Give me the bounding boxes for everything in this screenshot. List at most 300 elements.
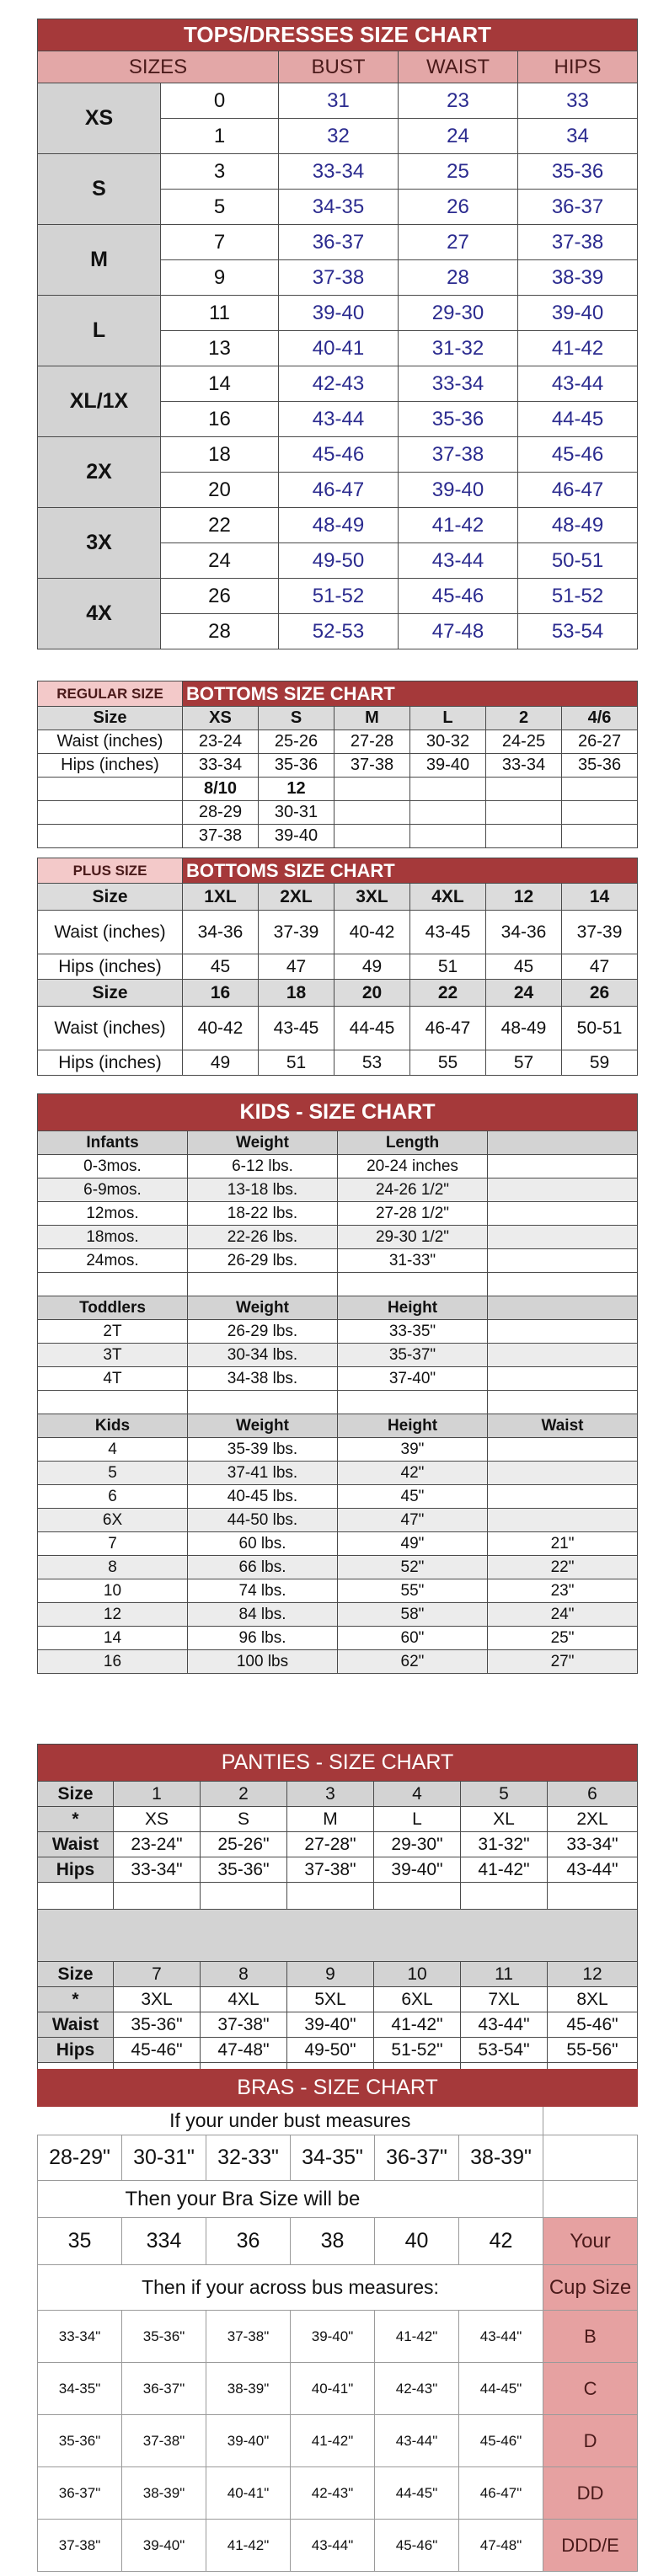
underbust-value: 30-31" <box>122 2135 206 2181</box>
kids-value <box>488 1509 638 1532</box>
row-label: Size <box>38 1962 114 1987</box>
measurement-value: 49-50 <box>279 543 399 579</box>
bottoms-value: 34-36 <box>486 911 562 954</box>
kids-blank-row <box>38 1391 638 1414</box>
bottoms-value <box>486 778 562 801</box>
kids-value: 5 <box>38 1462 188 1485</box>
kids-value: 23" <box>488 1579 638 1603</box>
kids-value <box>488 1438 638 1462</box>
bottoms-value: 12 <box>259 778 334 801</box>
bottoms-value: 47 <box>562 954 638 980</box>
measurement-value: 48-49 <box>279 508 399 543</box>
across-value: 41-42" <box>291 2415 375 2467</box>
tops-header-waist: WAIST <box>399 51 518 83</box>
cup-row <box>38 2311 638 2363</box>
kids-row <box>38 1532 638 1556</box>
blank-cell <box>543 2107 638 2135</box>
kids-row <box>38 1603 638 1627</box>
size-number: 20 <box>161 473 279 508</box>
size-number: 14 <box>161 366 279 402</box>
panties-value: 31-32" <box>461 1832 548 1857</box>
bras-rows <box>38 2107 638 2572</box>
kids-value: 29-30 1/2" <box>338 1226 488 1249</box>
across-value: 36-37" <box>122 2363 206 2415</box>
kids-value: 60 lbs. <box>188 1532 338 1556</box>
measurement-value: 36-37 <box>518 190 638 225</box>
panties-value: 11 <box>461 1962 548 1987</box>
kids-row <box>38 1202 638 1226</box>
measurement-value: 43-44 <box>399 543 518 579</box>
bottoms-value: 37-38 <box>334 754 410 778</box>
measurement-value: 51-52 <box>279 579 399 614</box>
measurement-value: 31-32 <box>399 331 518 366</box>
bottoms-value: 50-51 <box>562 1007 638 1050</box>
bra-size-value: 40 <box>375 2218 459 2265</box>
size-group-label: XL/1X <box>38 366 161 437</box>
bottoms-value: S <box>259 707 334 730</box>
bottoms-row <box>38 801 638 825</box>
measurement-value: 51-52 <box>518 579 638 614</box>
bottoms-row <box>38 911 638 954</box>
blank-cell <box>461 1883 548 1910</box>
kids-header-cell: Height <box>338 1414 488 1438</box>
across-value: 43-44" <box>291 2520 375 2572</box>
row-label: Size <box>38 1782 114 1807</box>
panties-value: 27-28" <box>287 1832 374 1857</box>
panties-value: 5XL <box>287 1987 374 2012</box>
bra-size-value: 334 <box>122 2218 206 2265</box>
size-number: 0 <box>161 83 279 119</box>
then-label-row <box>38 2181 638 2218</box>
tops-size-chart <box>37 19 638 649</box>
panties-value: 10 <box>374 1962 461 1987</box>
kids-row <box>38 1155 638 1178</box>
panties-value: XS <box>114 1807 201 1832</box>
cup-size: DDD/E <box>543 2520 638 2572</box>
row-label: Hips <box>38 2038 114 2063</box>
across-label-row <box>38 2265 638 2311</box>
blank-cell <box>38 1391 188 1414</box>
across-value: 36-37" <box>38 2467 122 2520</box>
bottoms-value: 46-47 <box>410 1007 486 1050</box>
kids-value: 24mos. <box>38 1249 188 1273</box>
across-value: 42-43" <box>291 2467 375 2520</box>
across-value: 44-45" <box>375 2467 459 2520</box>
kids-row <box>38 1178 638 1202</box>
measurement-value: 39-40 <box>399 473 518 508</box>
row-label: Size <box>38 980 183 1007</box>
size-number: 5 <box>161 190 279 225</box>
panties-row <box>38 1782 638 1807</box>
bottoms-value: 12 <box>486 884 562 911</box>
size-number: 7 <box>161 225 279 260</box>
bottoms-value: 40-42 <box>334 911 410 954</box>
blank-cell <box>488 1273 638 1296</box>
bottoms-value: 45 <box>183 954 259 980</box>
kids-value: 4T <box>38 1367 188 1391</box>
kids-value: 20-24 inches <box>338 1155 488 1178</box>
bottoms-value: 4XL <box>410 884 486 911</box>
bottoms-value: 4/6 <box>562 707 638 730</box>
kids-value: 27-28 1/2" <box>338 1202 488 1226</box>
size-number: 16 <box>161 402 279 437</box>
panties-value: 7 <box>114 1962 201 1987</box>
panties-value: 39-40" <box>374 1857 461 1883</box>
kids-section-header <box>38 1131 638 1155</box>
size-group-label: XS <box>38 83 161 154</box>
cup-size: C <box>543 2363 638 2415</box>
underbust-value: 28-29" <box>38 2135 122 2181</box>
kids-value: 26-29 lbs. <box>188 1320 338 1344</box>
row-label <box>38 778 183 801</box>
kids-value: 96 lbs. <box>188 1627 338 1650</box>
panties-row <box>38 1807 638 1832</box>
measurement-value: 33-34 <box>399 366 518 402</box>
kids-row <box>38 1462 638 1485</box>
panties-value: 33-34" <box>114 1857 201 1883</box>
kids-row <box>38 1344 638 1367</box>
row-label: * <box>38 1807 114 1832</box>
bottoms-row <box>38 1050 638 1076</box>
measurement-value: 48-49 <box>518 508 638 543</box>
bottoms-value: 48-49 <box>486 1007 562 1050</box>
bottoms-value: 24-25 <box>486 730 562 754</box>
panties-value: S <box>201 1807 287 1832</box>
kids-value: 12 <box>38 1603 188 1627</box>
panties-value: M <box>287 1807 374 1832</box>
tops-row <box>38 579 638 614</box>
bottoms-value <box>410 825 486 848</box>
kids-value <box>488 1485 638 1509</box>
bottoms-value: L <box>410 707 486 730</box>
kids-row <box>38 1556 638 1579</box>
bottoms-value: M <box>334 707 410 730</box>
panties-value: XL <box>461 1807 548 1832</box>
panties-value: 4 <box>374 1782 461 1807</box>
measurement-value: 43-44 <box>518 366 638 402</box>
kids-value: 21" <box>488 1532 638 1556</box>
panties-row <box>38 1857 638 1883</box>
size-number: 13 <box>161 331 279 366</box>
kids-value <box>488 1155 638 1178</box>
panties-value: 33-34" <box>548 1832 638 1857</box>
cup-size: DD <box>543 2467 638 2520</box>
across-value: 41-42" <box>375 2311 459 2363</box>
across-value: 34-35" <box>38 2363 122 2415</box>
measurement-value: 42-43 <box>279 366 399 402</box>
row-label: Waist <box>38 1832 114 1857</box>
bottoms-value <box>410 801 486 825</box>
across-value: 44-45" <box>459 2363 543 2415</box>
kids-section-header <box>38 1414 638 1438</box>
measurement-value: 46-47 <box>518 473 638 508</box>
bottoms-value: 27-28 <box>334 730 410 754</box>
bottoms-value: 57 <box>486 1050 562 1076</box>
kids-row <box>38 1579 638 1603</box>
size-number: 9 <box>161 260 279 296</box>
across-value: 39-40" <box>122 2520 206 2572</box>
bottoms-value: 35-36 <box>562 754 638 778</box>
measurement-value: 41-42 <box>518 331 638 366</box>
bottoms-title-plus: BOTTOMS SIZE CHART <box>183 858 638 884</box>
bottoms-value <box>562 825 638 848</box>
bottoms-value: 43-45 <box>259 1007 334 1050</box>
row-label <box>38 801 183 825</box>
tops-rows <box>38 83 638 649</box>
kids-header-cell <box>488 1131 638 1155</box>
row-label: Size <box>38 707 183 730</box>
kids-value: 42" <box>338 1462 488 1485</box>
bottoms-value: 3XL <box>334 884 410 911</box>
kids-value: 4 <box>38 1438 188 1462</box>
bottoms-value: 40-42 <box>183 1007 259 1050</box>
row-label: Size <box>38 884 183 911</box>
panties-value: 2XL <box>548 1807 638 1832</box>
across-value: 39-40" <box>206 2415 291 2467</box>
cup-row <box>38 2467 638 2520</box>
kids-value: 26-29 lbs. <box>188 1249 338 1273</box>
panties-value: 55-56" <box>548 2038 638 2063</box>
bottoms-value <box>486 801 562 825</box>
bottoms-value: 37-39 <box>259 911 334 954</box>
measurement-value: 31 <box>279 83 399 119</box>
across-value: 40-41" <box>206 2467 291 2520</box>
size-group-label: 4X <box>38 579 161 649</box>
measurement-value: 35-36 <box>518 154 638 190</box>
kids-row <box>38 1485 638 1509</box>
kids-value: 34-38 lbs. <box>188 1367 338 1391</box>
across-value: 45-46" <box>375 2520 459 2572</box>
kids-value: 58" <box>338 1603 488 1627</box>
blank-cell <box>338 1391 488 1414</box>
bottoms-row <box>38 1007 638 1050</box>
panties-row <box>38 1832 638 1857</box>
panties-value: 6 <box>548 1782 638 1807</box>
cup-row <box>38 2520 638 2572</box>
tops-row <box>38 83 638 119</box>
size-number: 24 <box>161 543 279 579</box>
bottoms-row <box>38 954 638 980</box>
size-number: 11 <box>161 296 279 331</box>
measurement-value: 45-46 <box>518 437 638 473</box>
bottoms-value: 2 <box>486 707 562 730</box>
bottoms-value: 53 <box>334 1050 410 1076</box>
measurement-value: 37-38 <box>279 260 399 296</box>
panties-value: 47-48" <box>201 2038 287 2063</box>
bra-size-value: 35 <box>38 2218 122 2265</box>
across-value: 37-38" <box>206 2311 291 2363</box>
blank-cell <box>374 1883 461 1910</box>
measurement-value: 37-38 <box>399 437 518 473</box>
panties-value: 43-44" <box>461 2012 548 2038</box>
blank-cell <box>201 1883 287 1910</box>
panties-value: 43-44" <box>548 1857 638 1883</box>
underbust-value: 32-33" <box>206 2135 291 2181</box>
measurement-value: 26 <box>399 190 518 225</box>
measurement-value: 50-51 <box>518 543 638 579</box>
kids-value: 37-40" <box>338 1367 488 1391</box>
bottoms-value: 51 <box>410 954 486 980</box>
across-value: 39-40" <box>291 2311 375 2363</box>
bottoms-value: 24 <box>486 980 562 1007</box>
underbust-label: If your under bust measures <box>169 2109 411 2131</box>
bottoms-value: 35-36 <box>259 754 334 778</box>
size-group-label: S <box>38 154 161 225</box>
gap-cell <box>38 1910 638 1962</box>
bottoms-value: 37-38 <box>183 825 259 848</box>
blank-cell <box>38 2181 122 2218</box>
panties-value: 7XL <box>461 1987 548 2012</box>
across-value: 35-36" <box>38 2415 122 2467</box>
bottoms-value: 30-31 <box>259 801 334 825</box>
kids-value: 47" <box>338 1509 488 1532</box>
kids-header-cell: Waist <box>488 1414 638 1438</box>
panties-value: 35-36" <box>114 2012 201 2038</box>
kids-value: 31-33" <box>338 1249 488 1273</box>
across-value: 47-48" <box>459 2520 543 2572</box>
measurement-value: 41-42 <box>399 508 518 543</box>
bottoms-row <box>38 825 638 848</box>
kids-value: 84 lbs. <box>188 1603 338 1627</box>
blank-cell <box>188 1391 338 1414</box>
measurement-value: 36-37 <box>279 225 399 260</box>
measurement-value: 23 <box>399 83 518 119</box>
bras-title: BRAS - SIZE CHART <box>38 2070 638 2107</box>
bottoms-value <box>562 801 638 825</box>
kids-value: 74 lbs. <box>188 1579 338 1603</box>
kids-section-header <box>38 1296 638 1320</box>
kids-header-cell: Weight <box>188 1296 338 1320</box>
blank-cell <box>114 1883 201 1910</box>
kids-value: 49" <box>338 1532 488 1556</box>
measurement-value: 34 <box>518 119 638 154</box>
kids-value: 35-37" <box>338 1344 488 1367</box>
kids-value: 25" <box>488 1627 638 1650</box>
bottoms-value: 37-39 <box>562 911 638 954</box>
size-number: 3 <box>161 154 279 190</box>
across-value: 38-39" <box>122 2467 206 2520</box>
panties-size-chart <box>37 1744 638 2090</box>
kids-value: 52" <box>338 1556 488 1579</box>
kids-value <box>488 1344 638 1367</box>
kids-value: 30-34 lbs. <box>188 1344 338 1367</box>
kids-value: 0-3mos. <box>38 1155 188 1178</box>
size-number: 18 <box>161 437 279 473</box>
tops-row <box>38 508 638 543</box>
panties-spacer <box>38 1883 638 1910</box>
kids-value: 35-39 lbs. <box>188 1438 338 1462</box>
kids-value: 6-9mos. <box>38 1178 188 1202</box>
row-label: Hips <box>38 1857 114 1883</box>
plus-size-tag: PLUS SIZE <box>38 858 183 884</box>
bottoms-value: 22 <box>410 980 486 1007</box>
size-number: 1 <box>161 119 279 154</box>
panties-value: 8XL <box>548 1987 638 2012</box>
cup-size-label: Cup Size <box>543 2265 638 2311</box>
panties-row <box>38 1987 638 2012</box>
kids-header-cell: Kids <box>38 1414 188 1438</box>
bottoms-regular-chart <box>37 681 638 848</box>
kids-value: 18mos. <box>38 1226 188 1249</box>
tops-row <box>38 296 638 331</box>
bottoms-value: 39-40 <box>259 825 334 848</box>
bra-size-value: 38 <box>291 2218 375 2265</box>
bottoms-value: 26-27 <box>562 730 638 754</box>
kids-value: 39" <box>338 1438 488 1462</box>
across-value: 38-39" <box>206 2363 291 2415</box>
kids-value <box>488 1367 638 1391</box>
kids-value: 18-22 lbs. <box>188 1202 338 1226</box>
row-label: Waist <box>38 2012 114 2038</box>
bottoms-value: 51 <box>259 1050 334 1076</box>
row-label: * <box>38 1987 114 2012</box>
kids-value: 3T <box>38 1344 188 1367</box>
measurement-value: 29-30 <box>399 296 518 331</box>
bottoms-value: 8/10 <box>183 778 259 801</box>
panties-row <box>38 2038 638 2063</box>
panties-value: 8 <box>201 1962 287 1987</box>
size-group-label: 2X <box>38 437 161 508</box>
bottoms-row <box>38 754 638 778</box>
panties-value: 51-52" <box>374 2038 461 2063</box>
bottoms-value: 14 <box>562 884 638 911</box>
bottoms-plus-rows <box>38 884 638 1076</box>
panties-rows <box>38 1782 638 2090</box>
cup-size: B <box>543 2311 638 2363</box>
bottoms-value: 23-24 <box>183 730 259 754</box>
kids-value <box>488 1178 638 1202</box>
kids-row <box>38 1438 638 1462</box>
across-value: 43-44" <box>375 2415 459 2467</box>
bottoms-value: 26 <box>562 980 638 1007</box>
bottoms-value: 2XL <box>259 884 334 911</box>
across-value: 41-42" <box>206 2520 291 2572</box>
measurement-value: 40-41 <box>279 331 399 366</box>
cup-size: D <box>543 2415 638 2467</box>
kids-value: 2T <box>38 1320 188 1344</box>
size-number: 28 <box>161 614 279 649</box>
panties-value: 45-46" <box>548 2012 638 2038</box>
kids-header-cell: Infants <box>38 1131 188 1155</box>
bottoms-value: 43-45 <box>410 911 486 954</box>
panties-row <box>38 2012 638 2038</box>
kids-header-cell: Height <box>338 1296 488 1320</box>
bottoms-value: 25-26 <box>259 730 334 754</box>
kids-header-cell <box>488 1296 638 1320</box>
bottoms-value: 1XL <box>183 884 259 911</box>
panties-value: 49-50" <box>287 2038 374 2063</box>
kids-value: 24-26 1/2" <box>338 1178 488 1202</box>
bottoms-value: 49 <box>183 1050 259 1076</box>
bra-size-row <box>38 2218 638 2265</box>
kids-row <box>38 1226 638 1249</box>
measurement-value: 45-46 <box>279 437 399 473</box>
bottoms-value: 45 <box>486 954 562 980</box>
measurement-value: 25 <box>399 154 518 190</box>
kids-header-cell: Weight <box>188 1131 338 1155</box>
panties-value: 5 <box>461 1782 548 1807</box>
size-number: 22 <box>161 508 279 543</box>
across-label: Then if your across bus measures: <box>38 2265 543 2311</box>
kids-row <box>38 1650 638 1674</box>
measurement-value: 28 <box>399 260 518 296</box>
bottoms-value: 30-32 <box>410 730 486 754</box>
underbust-label-row <box>38 2107 638 2135</box>
bottoms-value: 59 <box>562 1050 638 1076</box>
kids-header-cell: Weight <box>188 1414 338 1438</box>
bottoms-value: 49 <box>334 954 410 980</box>
underbust-row <box>38 2135 638 2181</box>
